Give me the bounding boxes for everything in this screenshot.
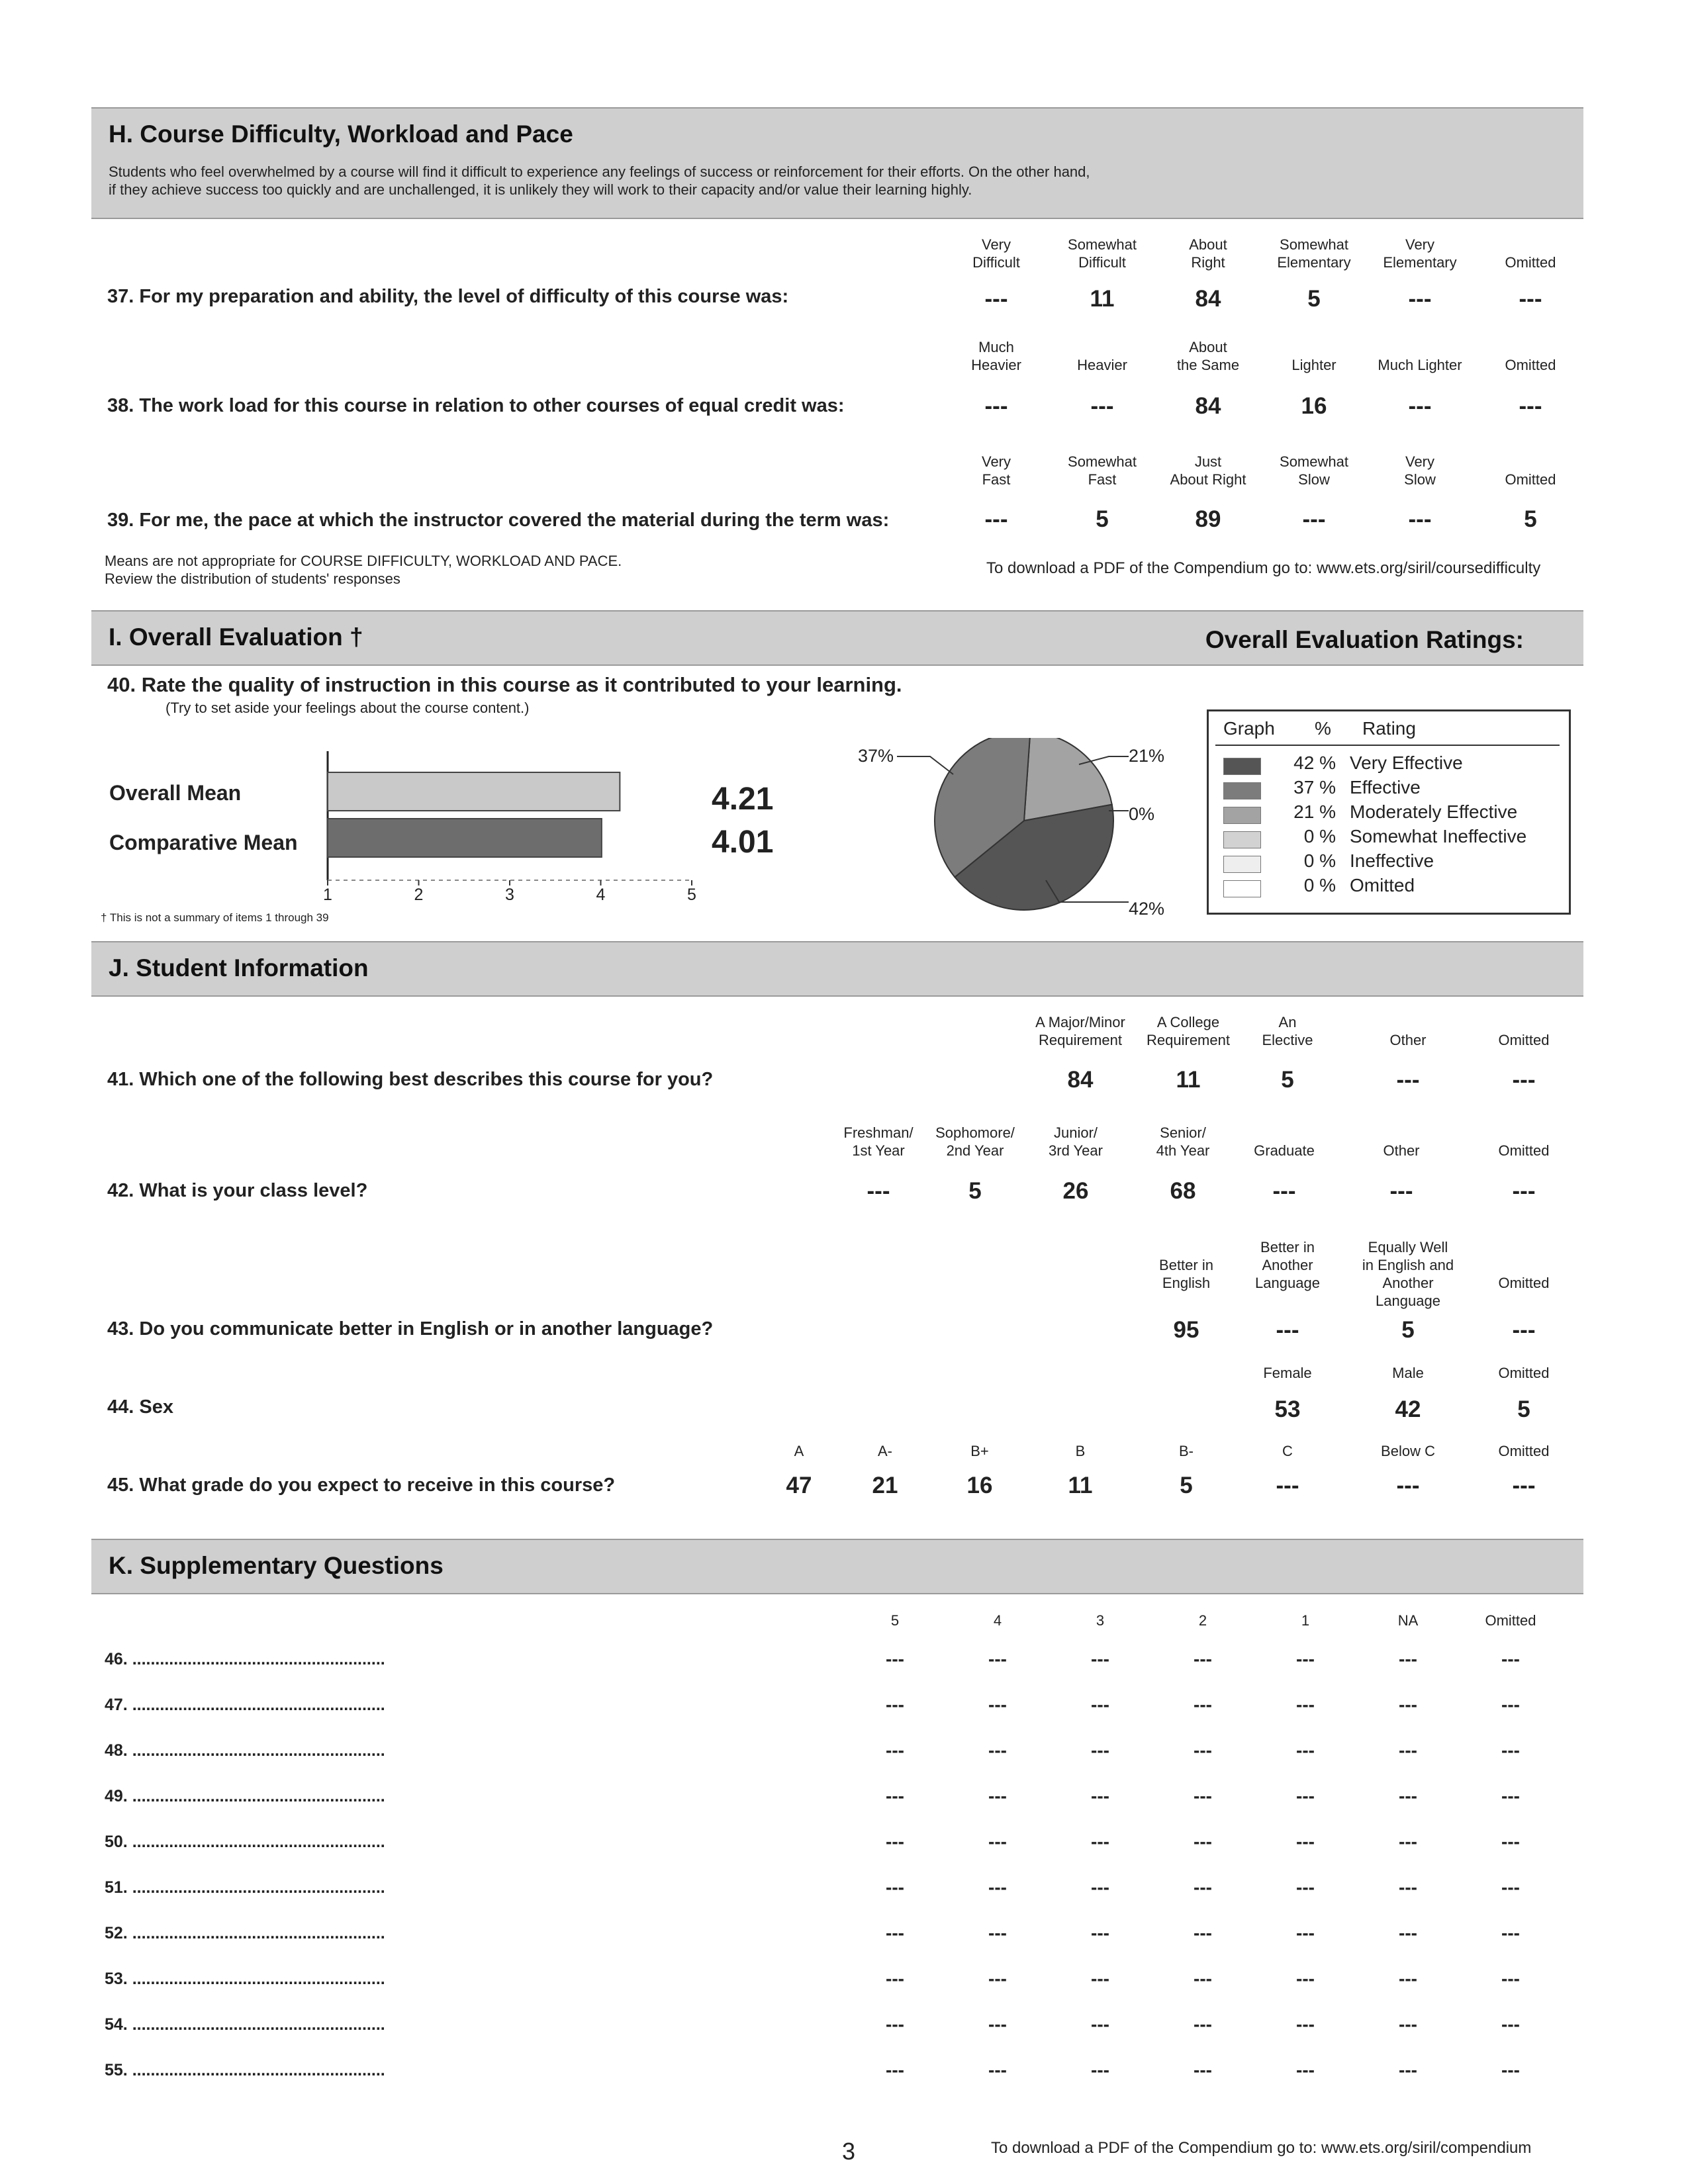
q44-col-header: Male — [1392, 1365, 1424, 1381]
overall-mean-value: 4.21 — [712, 782, 774, 817]
q45-value: --- — [1396, 1473, 1420, 1498]
q39-col-header: Omitted — [1505, 471, 1556, 488]
q37-col-header: Very Difficult — [972, 236, 1020, 271]
section-i-title: I. Overall Evaluation † — [109, 623, 363, 651]
q37-label: 37. For my preparation and ability, the level of difficulty of this course was: — [107, 286, 789, 307]
supp-value: --- — [1194, 1694, 1212, 1715]
q45-col-header: C — [1282, 1443, 1293, 1459]
legend-row — [1209, 826, 1569, 850]
supp-col-header: NA — [1397, 1612, 1419, 1629]
q43-label: 43. Do you communicate better in English or in another language? — [107, 1318, 714, 1340]
q38-col-header: Omitted — [1505, 357, 1556, 373]
q40-label: 40. Rate the quality of instruction in this course as it contributed to your learning. — [107, 673, 902, 696]
supp-question-label: 55. ....................................................... — [105, 2061, 385, 2079]
supp-question-label: 54. ....................................................... — [105, 2015, 385, 2034]
q38-value: --- — [1408, 393, 1432, 419]
q39-col-header: Very Fast — [981, 453, 1011, 488]
q45-col-header: B+ — [970, 1443, 989, 1459]
legend-header-rating: Rating — [1362, 718, 1416, 739]
legend-header-pct: % — [1315, 718, 1331, 739]
q37-value: 5 — [1307, 286, 1321, 312]
overall-footnote: † This is not a summary of items 1 through 39 — [101, 911, 329, 924]
legend-rating: Effective — [1350, 777, 1421, 797]
supp-value: --- — [1399, 1694, 1417, 1715]
q38-col-header: Much Heavier — [971, 339, 1021, 373]
supp-value: --- — [1296, 1786, 1315, 1806]
supp-value: --- — [1399, 2014, 1417, 2034]
bar-tick-label: 2 — [414, 886, 424, 903]
q37-col-header: Somewhat Elementary — [1277, 236, 1351, 271]
q41-col-header: Omitted — [1498, 1032, 1550, 1048]
supp-value: --- — [1296, 1649, 1315, 1669]
supp-value: --- — [886, 2014, 904, 2034]
q45-col-header: A — [794, 1443, 804, 1459]
supp-value: --- — [1194, 1877, 1212, 1897]
q44-value: 42 — [1395, 1396, 1421, 1422]
supp-question-label: 50. ....................................................... — [105, 1833, 385, 1851]
h-note-2: Review the distribution of students' responses — [105, 570, 400, 587]
q45-value: 16 — [966, 1473, 993, 1498]
q39-col-header: Somewhat Slow — [1280, 453, 1348, 488]
q38-value: 16 — [1301, 393, 1327, 419]
supp-value: --- — [988, 1786, 1007, 1806]
q43-col-header: Better in English — [1159, 1257, 1213, 1291]
section-h-header — [91, 107, 1583, 219]
supp-value: --- — [1194, 1786, 1212, 1806]
supp-value: --- — [1501, 1968, 1520, 1989]
comparative-mean-value: 4.01 — [712, 825, 774, 860]
supp-value: --- — [988, 2014, 1007, 2034]
q41-value: 5 — [1281, 1067, 1294, 1093]
supp-col-header: 1 — [1301, 1612, 1310, 1629]
q39-value: 5 — [1524, 506, 1537, 532]
supp-value: --- — [1091, 1786, 1109, 1806]
q38-col-header: Much Lighter — [1378, 357, 1462, 373]
legend-pct: 0 % — [1303, 875, 1336, 895]
q38-col-header: Lighter — [1291, 357, 1336, 373]
q43-col-header: Equally Well in English and Another Language — [1362, 1239, 1454, 1309]
supp-value: --- — [1194, 1923, 1212, 1943]
legend-swatch — [1223, 758, 1261, 775]
supp-value: --- — [1296, 1923, 1315, 1943]
supp-question-label: 49. ....................................................... — [105, 1787, 385, 1805]
supp-question-label: 53. ....................................................... — [105, 1970, 385, 1988]
supp-question-label: 47. ....................................................... — [105, 1696, 385, 1714]
legend-swatch — [1223, 831, 1261, 848]
legend-rating: Very Effective — [1350, 752, 1463, 773]
q45-label: 45. What grade do you expect to receive in this course? — [107, 1475, 616, 1496]
supp-value: --- — [988, 1694, 1007, 1715]
q39-label: 39. For me, the pace at which the instructor covered the material during the term was: — [107, 510, 890, 531]
supp-value: --- — [988, 1831, 1007, 1852]
supp-value: --- — [1501, 2060, 1520, 2080]
supp-value: --- — [1091, 1923, 1109, 1943]
supp-value: --- — [1501, 1831, 1520, 1852]
supp-value: --- — [988, 1923, 1007, 1943]
supp-value: --- — [886, 1649, 904, 1669]
q45-value: --- — [1276, 1473, 1299, 1498]
supp-value: --- — [1194, 2060, 1212, 2080]
ratings-title: Overall Evaluation Ratings: — [1205, 626, 1524, 653]
q45-value: 5 — [1180, 1473, 1193, 1498]
supp-value: --- — [1194, 1740, 1212, 1760]
supp-value: --- — [1296, 1740, 1315, 1760]
supp-value: --- — [886, 1923, 904, 1943]
q37-col-header: About Right — [1189, 236, 1227, 271]
q38-col-header: About the Same — [1176, 339, 1240, 373]
bar-tick-label: 5 — [687, 886, 696, 903]
q41-label: 41. Which one of the following best describes this course for you? — [107, 1069, 714, 1090]
supp-value: --- — [988, 1968, 1007, 1989]
supp-value: --- — [1091, 1694, 1109, 1715]
legend-swatch — [1223, 782, 1261, 799]
q39-col-header: Somewhat Fast — [1068, 453, 1137, 488]
supp-value: --- — [1296, 2014, 1315, 2034]
supp-value: --- — [1194, 2014, 1212, 2034]
supp-value: --- — [1399, 1786, 1417, 1806]
q42-value: 26 — [1062, 1178, 1089, 1204]
q44-value: 5 — [1517, 1396, 1530, 1422]
supp-col-header: 5 — [890, 1612, 900, 1629]
q43-value: --- — [1276, 1317, 1299, 1343]
q37-value: --- — [984, 286, 1008, 312]
supp-value: --- — [1399, 2060, 1417, 2080]
q38-label: 38. The work load for this course in relation to other courses of equal credit was: — [107, 395, 845, 416]
legend-pct: 0 % — [1303, 850, 1336, 871]
q44-label: 44. Sex — [107, 1396, 173, 1418]
q43-value: 5 — [1401, 1317, 1415, 1343]
h-note-1: Means are not appropriate for COURSE DIFFICULTY, WORKLOAD AND PACE. — [105, 553, 622, 569]
legend-pct: 42 % — [1293, 752, 1336, 773]
legend-header-rule — [1215, 745, 1560, 746]
supp-value: --- — [988, 1649, 1007, 1669]
q38-value: --- — [1090, 393, 1114, 419]
legend-header-graph: Graph — [1223, 718, 1275, 739]
supp-value: --- — [1194, 1831, 1212, 1852]
supp-value: --- — [988, 1877, 1007, 1897]
pie-leader-line — [897, 756, 953, 774]
q37-value: --- — [1408, 286, 1432, 312]
legend-pct: 21 % — [1293, 801, 1336, 822]
supp-value: --- — [1091, 1968, 1109, 1989]
q42-value: 68 — [1170, 1178, 1196, 1204]
q44-col-header: Omitted — [1498, 1365, 1550, 1381]
q37-value: 11 — [1090, 286, 1115, 312]
q37-col-header: Somewhat Difficult — [1068, 236, 1137, 271]
q42-value: --- — [1272, 1178, 1296, 1204]
legend-row — [1209, 875, 1569, 899]
footer-download-link[interactable]: To download a PDF of the Compendium go to: www.ets.org/siril/compendium — [991, 2139, 1532, 2157]
q42-col-header: Senior/ 4th Year — [1156, 1124, 1210, 1159]
q43-col-header: Omitted — [1498, 1275, 1550, 1291]
q39-value: --- — [1302, 506, 1326, 532]
q38-value: --- — [1519, 393, 1542, 419]
pie-label-37: 37% — [858, 746, 894, 766]
pie-label-0: 0% — [1129, 804, 1155, 824]
q42-value: 5 — [968, 1178, 982, 1204]
supp-value: --- — [988, 2060, 1007, 2080]
q41-col-header: An Elective — [1262, 1014, 1313, 1048]
q45-col-header: A- — [878, 1443, 892, 1459]
comparative-mean-label: Comparative Mean — [109, 831, 298, 854]
q40-hint: (Try to set aside your feelings about the course content.) — [165, 700, 530, 716]
supp-value: --- — [886, 1740, 904, 1760]
legend-swatch — [1223, 807, 1261, 824]
supp-value: --- — [1399, 1923, 1417, 1943]
supp-value: --- — [1091, 2014, 1109, 2034]
supp-value: --- — [886, 1786, 904, 1806]
q41-col-header: A College Requirement — [1147, 1014, 1230, 1048]
supp-value: --- — [1501, 2014, 1520, 2034]
supp-value: --- — [1399, 1831, 1417, 1852]
legend-swatch — [1223, 856, 1261, 873]
supp-value: --- — [886, 1694, 904, 1715]
supp-value: --- — [1296, 1831, 1315, 1852]
q42-value: --- — [1512, 1178, 1536, 1204]
q38-value: --- — [984, 393, 1008, 419]
supp-value: --- — [1501, 1649, 1520, 1669]
q39-value: --- — [984, 506, 1008, 532]
supp-value: --- — [1296, 1968, 1315, 1989]
supp-value: --- — [1501, 1694, 1520, 1715]
q42-value: --- — [867, 1178, 890, 1204]
q41-value: --- — [1512, 1067, 1536, 1093]
supp-value: --- — [1501, 1786, 1520, 1806]
q37-value: 84 — [1195, 286, 1221, 312]
supp-value: --- — [1091, 1649, 1109, 1669]
supp-question-label: 46. ....................................................... — [105, 1650, 385, 1668]
supp-value: --- — [1296, 1694, 1315, 1715]
q42-label: 42. What is your class level? — [107, 1180, 368, 1201]
q41-value: 84 — [1067, 1067, 1094, 1093]
q44-value: 53 — [1274, 1396, 1301, 1422]
legend-row — [1209, 801, 1569, 825]
q45-value: --- — [1512, 1473, 1536, 1498]
overall-mean-label: Overall Mean — [109, 781, 242, 805]
q45-col-header: Below C — [1381, 1443, 1435, 1459]
q38-value: 84 — [1195, 393, 1221, 419]
q45-col-header: Omitted — [1498, 1443, 1550, 1459]
legend-rating: Omitted — [1350, 875, 1415, 895]
q43-value: --- — [1512, 1317, 1536, 1343]
supp-value: --- — [1091, 1740, 1109, 1760]
bar-tick-label: 3 — [505, 886, 514, 903]
q41-col-header: A Major/Minor Requirement — [1035, 1014, 1125, 1048]
supp-value: --- — [1296, 1877, 1315, 1897]
supp-col-header: 3 — [1096, 1612, 1105, 1629]
supp-value: --- — [1399, 1968, 1417, 1989]
legend-header — [1209, 718, 1569, 742]
supp-value: --- — [1399, 1877, 1417, 1897]
section-j-title: J. Student Information — [109, 954, 369, 981]
q38-col-header: Heavier — [1077, 357, 1127, 373]
supp-value: --- — [886, 1968, 904, 1989]
q37-value: --- — [1519, 286, 1542, 312]
section-h-title: H. Course Difficulty, Workload and Pace — [109, 120, 573, 148]
q42-col-header: Junior/ 3rd Year — [1049, 1124, 1103, 1159]
legend-rating: Moderately Effective — [1350, 801, 1518, 822]
q39-col-header: Just About Right — [1170, 453, 1246, 488]
bar-comparative-mean — [328, 819, 602, 857]
legend-row — [1209, 777, 1569, 801]
pie-label-21: 21% — [1129, 746, 1165, 766]
q39-col-header: Very Slow — [1404, 453, 1436, 488]
q41-value: --- — [1396, 1067, 1420, 1093]
q45-value: 11 — [1068, 1473, 1093, 1498]
h-download-link[interactable]: To download a PDF of the Compendium go to: www.ets.org/siril/coursedifficulty — [986, 559, 1541, 577]
q42-col-header: Graduate — [1254, 1142, 1315, 1159]
q39-value: 5 — [1096, 506, 1109, 532]
supp-col-header: 2 — [1198, 1612, 1207, 1629]
supp-value: --- — [1399, 1649, 1417, 1669]
supp-value: --- — [1501, 1740, 1520, 1760]
supp-value: --- — [1091, 2060, 1109, 2080]
page-number: 3 — [842, 2138, 856, 2165]
legend-row — [1209, 850, 1569, 874]
supp-value: --- — [988, 1740, 1007, 1760]
supp-value: --- — [1501, 1923, 1520, 1943]
q45-value: 47 — [786, 1473, 812, 1498]
supp-question-label: 52. ....................................................... — [105, 1924, 385, 1942]
bar-tick-label: 4 — [596, 886, 606, 903]
q45-col-header: B — [1075, 1443, 1086, 1459]
q41-col-header: Other — [1389, 1032, 1427, 1048]
q42-value: --- — [1389, 1178, 1413, 1204]
supp-value: --- — [886, 1877, 904, 1897]
supp-question-label: 51. ....................................................... — [105, 1878, 385, 1897]
q39-value: --- — [1408, 506, 1432, 532]
legend-pct: 0 % — [1303, 826, 1336, 846]
q44-col-header: Female — [1263, 1365, 1312, 1381]
q39-value: 89 — [1195, 506, 1221, 532]
supp-col-header: Omitted — [1485, 1612, 1536, 1629]
legend-swatch — [1223, 880, 1261, 897]
supp-value: --- — [1399, 1740, 1417, 1760]
supp-col-header: 4 — [993, 1612, 1002, 1629]
supp-value: --- — [1194, 1649, 1212, 1669]
section-h-intro-2: if they achieve success too quickly and are unchallenged, it is unlikely they will work to their capacity and/or value their learning highly. — [109, 181, 972, 198]
q42-col-header: Freshman/ 1st Year — [843, 1124, 914, 1159]
supp-value: --- — [1194, 1968, 1212, 1989]
legend-pct: 37 % — [1293, 777, 1336, 797]
supp-value: --- — [1501, 1877, 1520, 1897]
q45-col-header: B- — [1179, 1443, 1194, 1459]
legend-rating: Somewhat Ineffective — [1350, 826, 1527, 846]
q43-col-header: Better in Another Language — [1255, 1239, 1320, 1291]
pie-label-42: 42% — [1129, 899, 1165, 919]
supp-value: --- — [1091, 1877, 1109, 1897]
q43-value: 95 — [1173, 1317, 1199, 1343]
supp-value: --- — [1091, 1831, 1109, 1852]
section-k-title: K. Supplementary Questions — [109, 1552, 444, 1579]
section-j-header — [91, 941, 1583, 997]
bar-tick-label: 1 — [323, 886, 332, 903]
q37-col-header: Omitted — [1505, 254, 1556, 271]
supp-value: --- — [886, 2060, 904, 2080]
q37-col-header: Very Elementary — [1383, 236, 1457, 271]
bar-overall-mean — [328, 772, 620, 811]
section-i-header — [91, 610, 1583, 666]
supp-value: --- — [886, 1831, 904, 1852]
q42-col-header: Sophomore/ 2nd Year — [935, 1124, 1015, 1159]
legend-rating: Ineffective — [1350, 850, 1434, 871]
q45-value: 21 — [872, 1473, 898, 1498]
q42-col-header: Omitted — [1498, 1142, 1550, 1159]
section-k-header — [91, 1539, 1583, 1594]
legend-row — [1209, 752, 1569, 776]
q42-col-header: Other — [1383, 1142, 1420, 1159]
mean-bar-chart — [311, 745, 708, 903]
rating-legend — [1207, 709, 1571, 915]
supp-question-label: 48. ....................................................... — [105, 1741, 385, 1760]
section-h-intro-1: Students who feel overwhelmed by a course will find it difficult to experience any feelings of success or reinforcement for their efforts. On the other hand, — [109, 163, 1090, 180]
supp-value: --- — [1296, 2060, 1315, 2080]
q41-value: 11 — [1176, 1067, 1201, 1093]
